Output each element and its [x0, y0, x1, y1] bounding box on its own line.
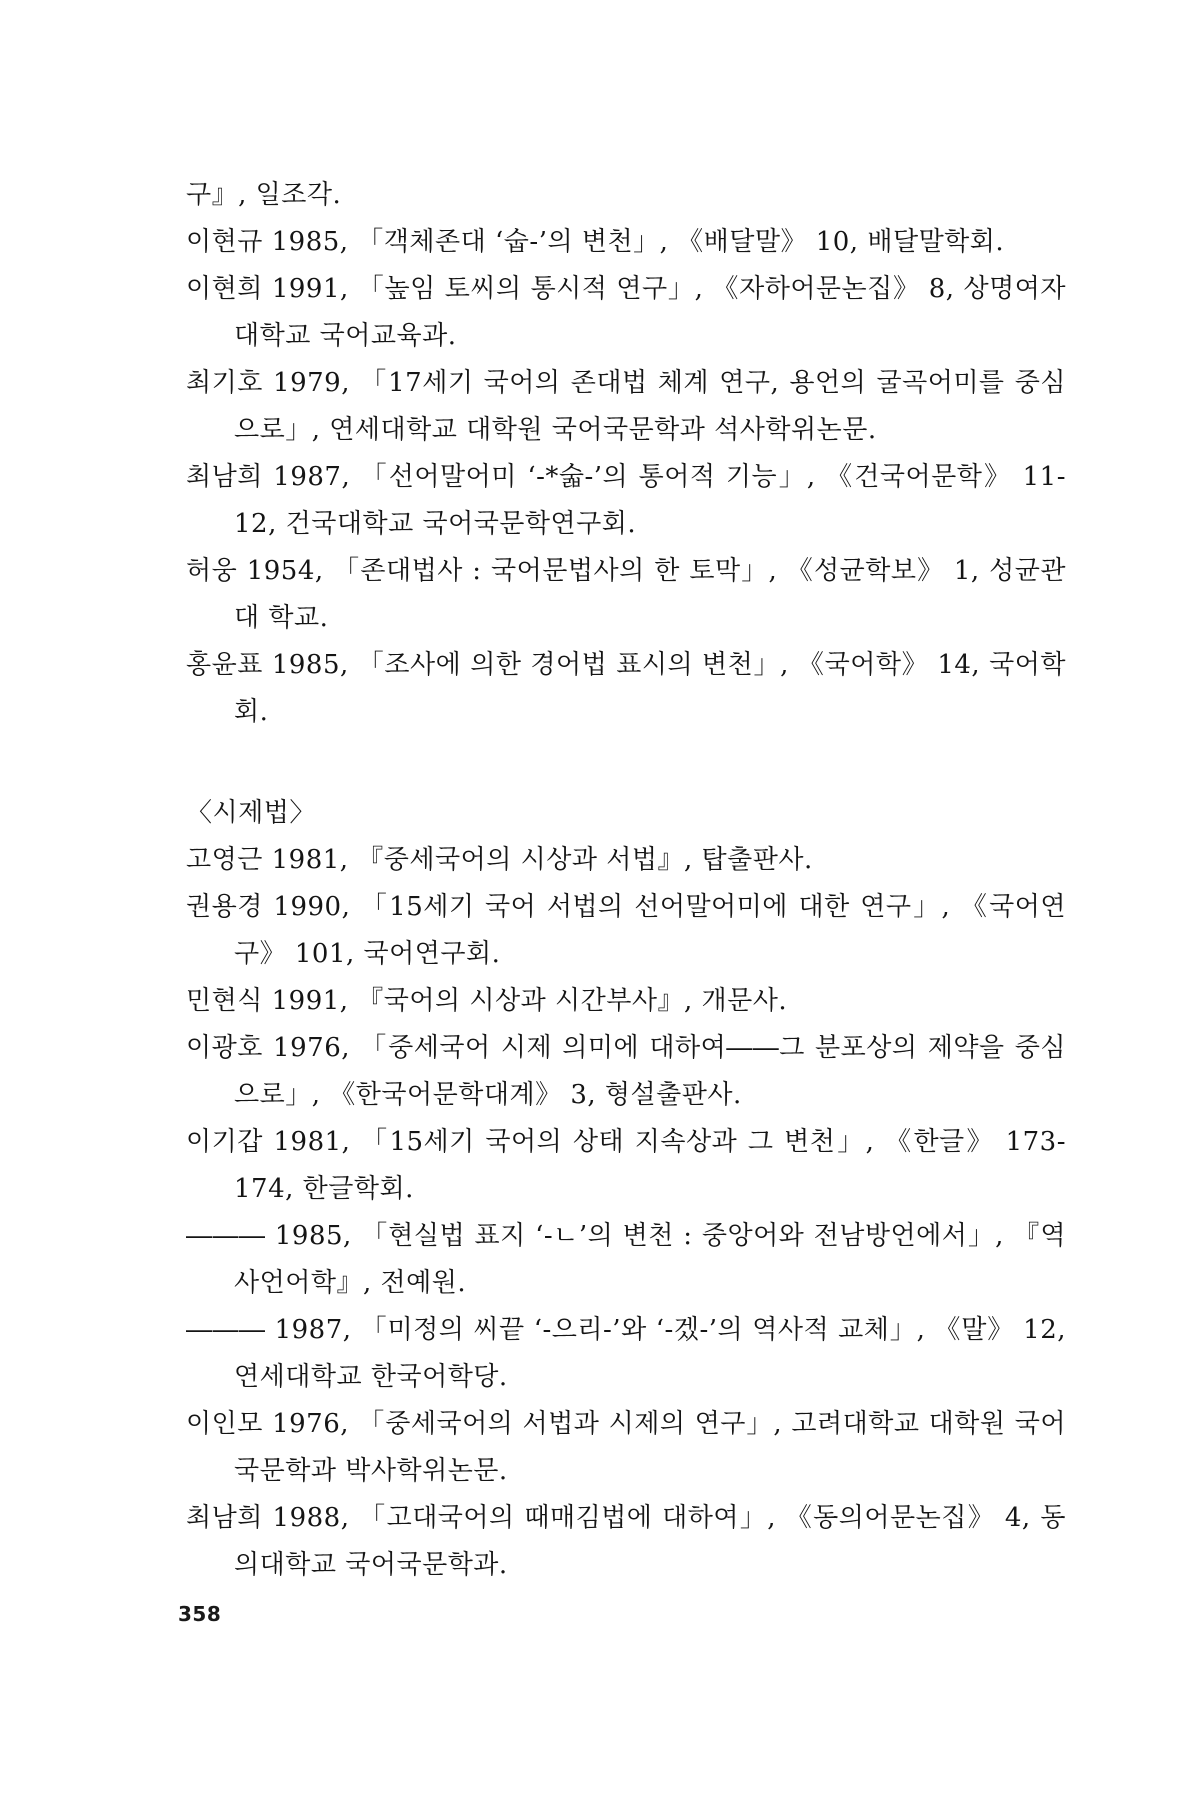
bibliography-entry: ――― 1987, 「미정의 씨끝 ‘-으리-’와 ‘-겠-’의 역사적 교체」, 《말》 12, 연세대학교 한국어학당.	[186, 1315, 1066, 1392]
bibliography-entry: 이광호 1976, 「중세국어 시제 의미에 대하여――그 분포상의 제약을 중심으로」, 《한국어문학대계》 3, 형설출판사.	[186, 1033, 1066, 1110]
bibliography-entry: 이현규 1985, 「객체존대 ‘숩-’의 변천」, 《배달말》 10, 배달말학회.	[186, 227, 1005, 257]
bibliography-entry: ――― 1985, 「현실법 표지 ‘-ㄴ’의 변천 : 중앙어와 전남방언에서」, 『역사언어학』, 전예원.	[186, 1221, 1066, 1298]
bibliography-entry: 구』, 일조각.	[186, 180, 342, 210]
bibliography-entry: 최남희 1988, 「고대국어의 때매김법에 대하여」, 《동의어문논집》 4, 동의대학교 국어국문학과.	[186, 1503, 1066, 1580]
section-heading: 〈시제법〉	[186, 798, 316, 828]
bibliography-section-tense	[186, 837, 1066, 1589]
bibliography-entry: 최남희 1987, 「선어말어미 ‘-*숣-’의 통어적 기능」, 《건국어문학》 11-12, 건국대학교 국어국문학연구회.	[186, 462, 1066, 539]
bibliography-entry: 허웅 1954, 「존대법사 : 국어문법사의 한 토막」, 《성균학보》 1, 성균관대 학교.	[186, 556, 1066, 633]
bibliography	[186, 172, 1066, 1589]
bibliography-entry: 홍윤표 1985, 「조사에 의한 경어법 표시의 변천」, 《국어학》 14, 국어학 회.	[186, 650, 1066, 727]
bibliography-entry: 최기호 1979, 「17세기 국어의 존대법 체계 연구, 용언의 굴곡어미를 중심으로」, 연세대학교 대학원 국어국문학과 석사학위논문.	[186, 368, 1066, 445]
page-number: 358	[178, 1602, 222, 1626]
bibliography-entry: 이인모 1976, 「중세국어의 서법과 시제의 연구」, 고려대학교 대학원 국어국문학과 박사학위논문.	[186, 1409, 1066, 1486]
bibliography-entry: 이기갑 1981, 「15세기 국어의 상태 지속상과 그 변천」, 《한글》 173-174, 한글학회.	[186, 1127, 1066, 1204]
bibliography-entry: 이현희 1991, 「높임 토씨의 통시적 연구」, 《자하어문논집》 8, 상명여자 대학교 국어교육과.	[186, 274, 1066, 351]
bibliography-section-honorifics	[186, 172, 1066, 736]
bibliography-entry: 민현식 1991, 『국어의 시상과 시간부사』, 개문사.	[186, 986, 788, 1016]
bibliography-entry: 권용경 1990, 「15세기 국어 서법의 선어말어미에 대한 연구」, 《국어연구》 101, 국어연구회.	[186, 892, 1066, 969]
bibliography-entry: 고영근 1981, 『중세국어의 시상과 서법』, 탑출판사.	[186, 845, 813, 875]
